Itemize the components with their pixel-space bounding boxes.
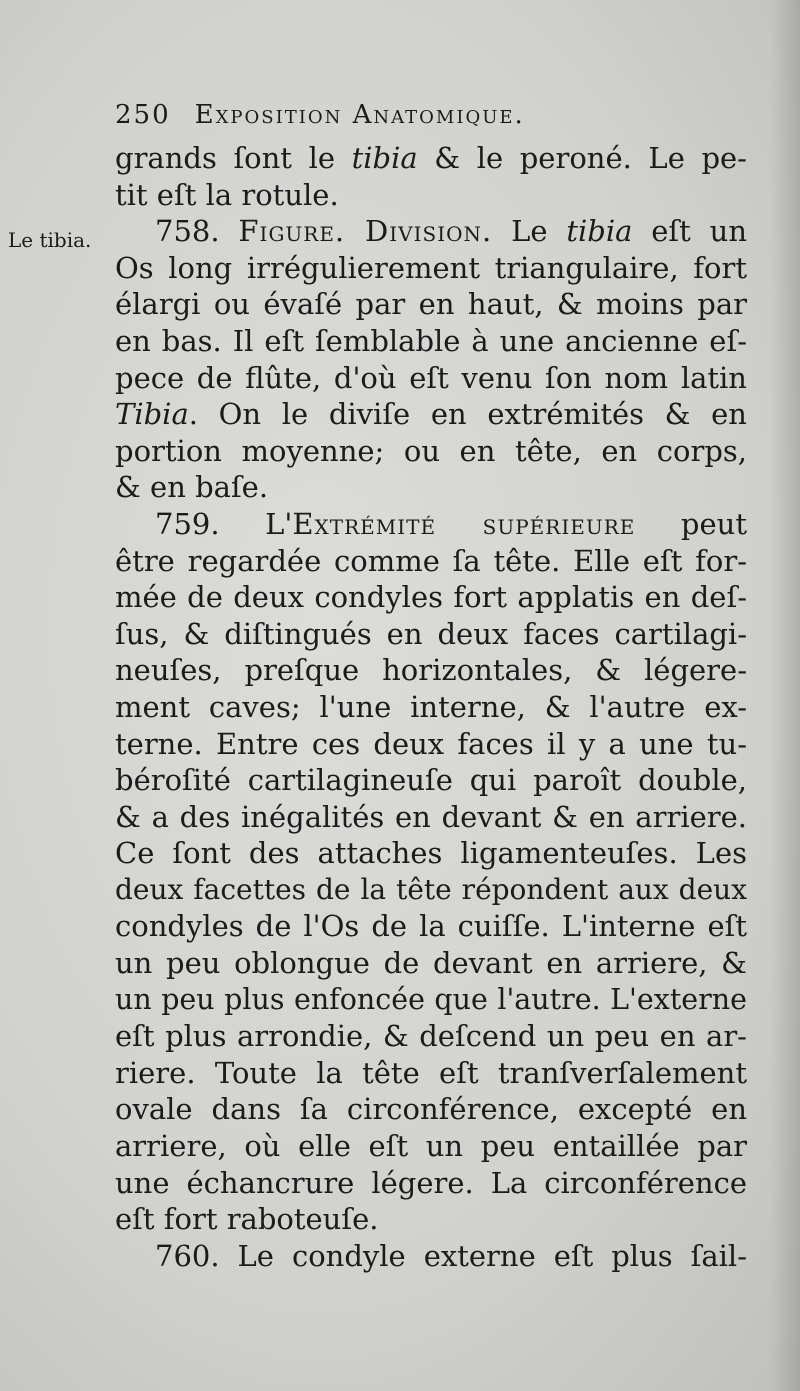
- text-run: eſt fort raboteuſe.: [115, 1202, 379, 1237]
- text-line: [115, 982, 747, 1019]
- text-line: [115, 1128, 747, 1165]
- text-run: Os long irrégulierement triangulaire, fort: [115, 250, 747, 285]
- text-run: Ce ſont des attaches ligamenteuſes. Les: [115, 836, 747, 871]
- text-run: être regardée comme ſa tête. Elle eſt for-: [115, 543, 747, 578]
- text-run: un peu oblongue de devant en arriere, &: [115, 946, 747, 981]
- text-line: [115, 1201, 747, 1238]
- text-run: condyles de l'Os de la cuiſſe. L'interne eſt: [115, 909, 747, 944]
- text-line: [115, 762, 747, 799]
- text-run: 759. L': [155, 506, 293, 541]
- text-run: grands ſont le: [115, 141, 352, 175]
- text-line: [115, 433, 747, 470]
- text-line: [115, 360, 747, 397]
- text-line: [115, 579, 747, 616]
- text-run: . On le diviſe en extrémités & en: [188, 397, 747, 432]
- page-edge-shadow: [770, 0, 800, 1391]
- text-run: béroſité cartilagineuſe qui paroît double,: [115, 763, 747, 798]
- text-line: [115, 323, 747, 360]
- text-line: [115, 469, 747, 506]
- text-run: mée de deux condyles fort applatis en deſ-: [115, 580, 747, 615]
- text-line: [115, 1055, 747, 1092]
- text-line: [115, 872, 747, 909]
- small-caps-run: Extrémité supérieure: [292, 506, 636, 541]
- text-run: peut: [635, 506, 747, 541]
- text-run: terne. Entre ces deux faces il y a une tu-: [115, 726, 747, 761]
- text-run: & en baſe.: [115, 470, 269, 505]
- text-line: [115, 396, 747, 433]
- text-line: [115, 286, 747, 323]
- text-run: eſt un: [632, 214, 748, 249]
- text-run: arriere, où elle eſt un peu entaillée par: [115, 1129, 747, 1164]
- text-run: riere. Toute la tête eſt tranſverſalement: [115, 1055, 747, 1090]
- text-run: un peu plus enfoncée que l'autre. L'externe: [115, 982, 747, 1016]
- text-run: & a des inégalités en devant & en arriere.: [115, 799, 747, 834]
- text-run: Le: [492, 214, 567, 249]
- text-line: [115, 543, 747, 580]
- text-line: [115, 1091, 747, 1128]
- page-number: 250: [115, 100, 171, 130]
- text-run: neuſes, preſque horizontales, & légere-: [115, 653, 747, 688]
- text-run: ſus, & diſtingués en deux faces cartilagi-: [115, 616, 747, 651]
- text-line: [115, 250, 747, 287]
- text-run: & le peroné. Le pe-: [417, 141, 747, 175]
- text-line: [115, 835, 747, 872]
- italic-run: Tibia: [115, 397, 189, 432]
- text-run: pece de flûte, d'où eſt venu ſon nom latin: [115, 360, 747, 395]
- italic-run: tibia: [351, 141, 418, 175]
- text-run: élargi ou évaſé par en haut, & moins par: [115, 287, 747, 322]
- text-run: en bas. Il eſt ſemblable à une ancienne eſ-: [115, 323, 747, 358]
- text-run: eſt plus arrondie, & deſcend un peu en ar-: [115, 1019, 747, 1054]
- text-line: [115, 945, 747, 982]
- text-line: [115, 799, 747, 836]
- running-title: Exposition Anatomique.: [194, 100, 525, 130]
- text-line: [115, 908, 747, 945]
- small-caps-run: Figure. Division.: [238, 214, 493, 249]
- text-run: 758.: [155, 214, 239, 249]
- text-line: [115, 1018, 747, 1055]
- text-run: 760. Le condyle externe eſt plus ſail-: [155, 1238, 747, 1273]
- text-run: une échancrure légere. La circonférence: [115, 1165, 747, 1200]
- text-line: [115, 689, 747, 726]
- text-line: [115, 140, 747, 177]
- text-line: [115, 652, 747, 689]
- text-line: [115, 616, 747, 653]
- text-run: tit eſt la rotule.: [115, 177, 339, 212]
- running-header: [115, 100, 525, 130]
- body-text: [115, 140, 747, 1274]
- text-line: [115, 1165, 747, 1202]
- italic-run: tibia: [566, 214, 633, 249]
- text-run: deux facettes de la tête répondent aux deux: [115, 872, 747, 906]
- text-line: [115, 177, 747, 214]
- text-run: ment caves; l'une interne, & l'autre ex-: [115, 689, 747, 724]
- text-line: [115, 1238, 747, 1275]
- margin-note: Le tibia.: [8, 228, 92, 252]
- text-run: portion moyenne; ou en tête, en corps,: [115, 433, 747, 468]
- text-run: ovale dans ſa circonférence, excepté en: [115, 1092, 747, 1127]
- text-line: [115, 213, 747, 250]
- text-line: [115, 726, 747, 763]
- text-line: [115, 506, 747, 543]
